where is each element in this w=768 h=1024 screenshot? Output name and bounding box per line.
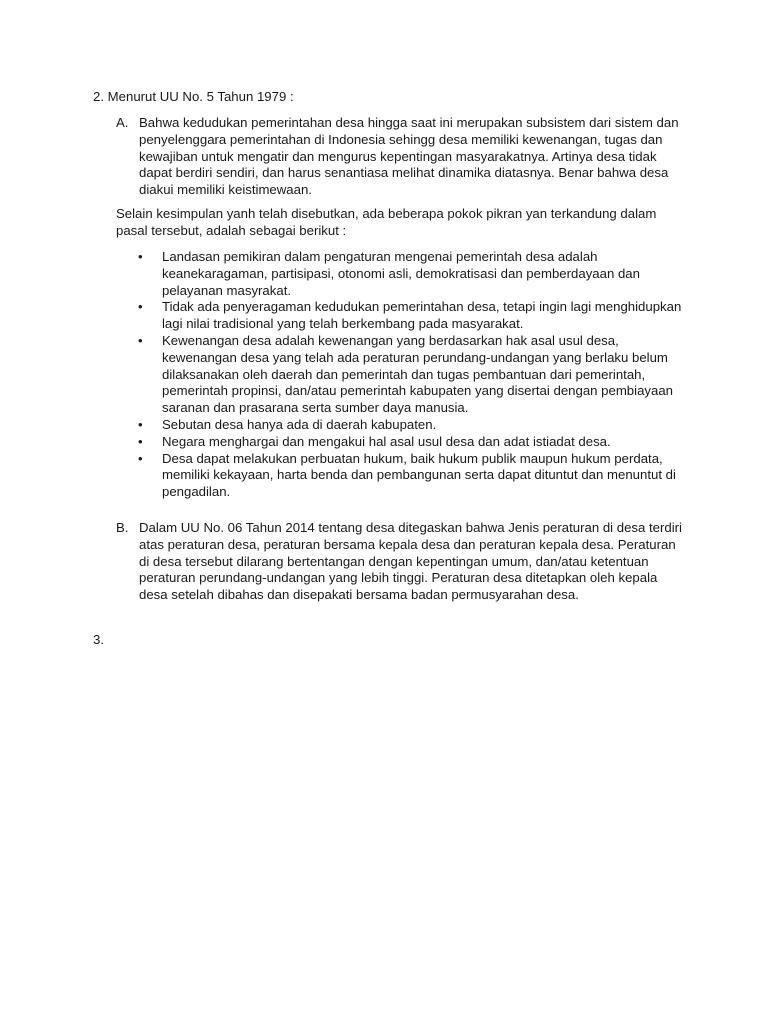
bullet-item bbox=[0, 417, 682, 434]
bullet-text: Kewenangan desa adalah kewenangan yang berdasarkan hak asal usul desa, kewenangan desa yang telah ada peraturan perundang-undangan yang berlaku belum dilaksanakan oleh daerah dan pemerintah dan tugas pembantuan dari pemerintah, pemerintah propinsi, dan/atau pemerintah kabupaten yang disertai dengan pembiayaan saranan dan prasarana serta sumber daya manusia. bbox=[162, 332, 674, 416]
bullet-text: Landasan pemikiran dalam pengaturan mengenai pemerintah desa adalah keanekaragaman, partisipasi, otonomi asli, demokratisasi dan pemberdayaan dan pelayanan masyrakat. bbox=[162, 249, 640, 298]
bullet-text: Negara menghargai dan mengakui hal asal usul desa dan adat istiadat desa. bbox=[162, 433, 611, 449]
bullet-item bbox=[0, 333, 682, 417]
bullet-text: Desa dapat melakukan perbuatan hukum, baik hukum publik maupun hukum perdata, memiliki kekayaan, harta benda dan pembangunan serta dapat dituntut dan menuntut di pengadilan. bbox=[162, 450, 676, 500]
bullet-dot-icon: • bbox=[138, 450, 143, 466]
intro-paragraph: Selain kesimpulan yanh telah disebutkan, ada beberapa pokok pikran yan terkandung dalam pasal tersebut, adalah sebagai berikut : bbox=[116, 206, 657, 238]
bullet-list bbox=[0, 249, 768, 501]
bullet-item bbox=[0, 249, 682, 299]
bullet-dot-icon: • bbox=[138, 416, 143, 432]
bullet-dot-icon: • bbox=[138, 299, 143, 315]
item-a-text: Bahwa kedudukan pemerintahan desa hingga saat ini merupakan subsistem dari sistem dan penyelenggara pemerintahan di Indonesia sehingg desa memiliki kewenangan, tugas dan kewajiban untuk mengatir dan mengurus kepentingan masyarakatnya. Artinya desa tidak dapat berdiri sendiri, dan harus senantiasa melihat dinamika diatasnya. Benar bahwa desa diakui memiliki keistimewaan. bbox=[139, 115, 679, 198]
item-a-marker: A. bbox=[116, 115, 129, 130]
bullet-item bbox=[0, 434, 682, 451]
section-heading: 2. Menurut UU No. 5 Tahun 1979 : bbox=[93, 89, 294, 104]
item-b-marker: B. bbox=[116, 520, 129, 535]
bullet-item bbox=[0, 299, 682, 333]
bullet-item bbox=[0, 451, 682, 501]
bullet-dot-icon: • bbox=[138, 249, 143, 264]
bullet-dot-icon: • bbox=[138, 332, 143, 348]
bullet-dot-icon: • bbox=[138, 433, 143, 449]
item-b-text: Dalam UU No. 06 Tahun 2014 tentang desa ditegaskan bahwa Jenis peraturan di desa terdiri atas peraturan desa, peraturan bersama kepala desa dan peraturan kepala desa. Peraturan di desa tersebut dilarang bertentangan dengan kepentingan umum, dan/atau ketentuan peraturan perundang-undangan yang lebih tinggi. Peraturan desa ditetapkan oleh kepala desa setelah dibahas dan disepakati bersama badan permusyarahan desa. bbox=[139, 520, 682, 603]
bullet-text: Tidak ada penyeragaman kedudukan pemerintahan desa, tetapi ingin lagi menghidupkan lagi nilai tradisional yang telah berkembang pada masyarakat. bbox=[162, 299, 682, 332]
bullet-text: Sebutan desa hanya ada di daerah kabupaten. bbox=[162, 416, 437, 432]
closing-number: 3. bbox=[93, 632, 104, 647]
